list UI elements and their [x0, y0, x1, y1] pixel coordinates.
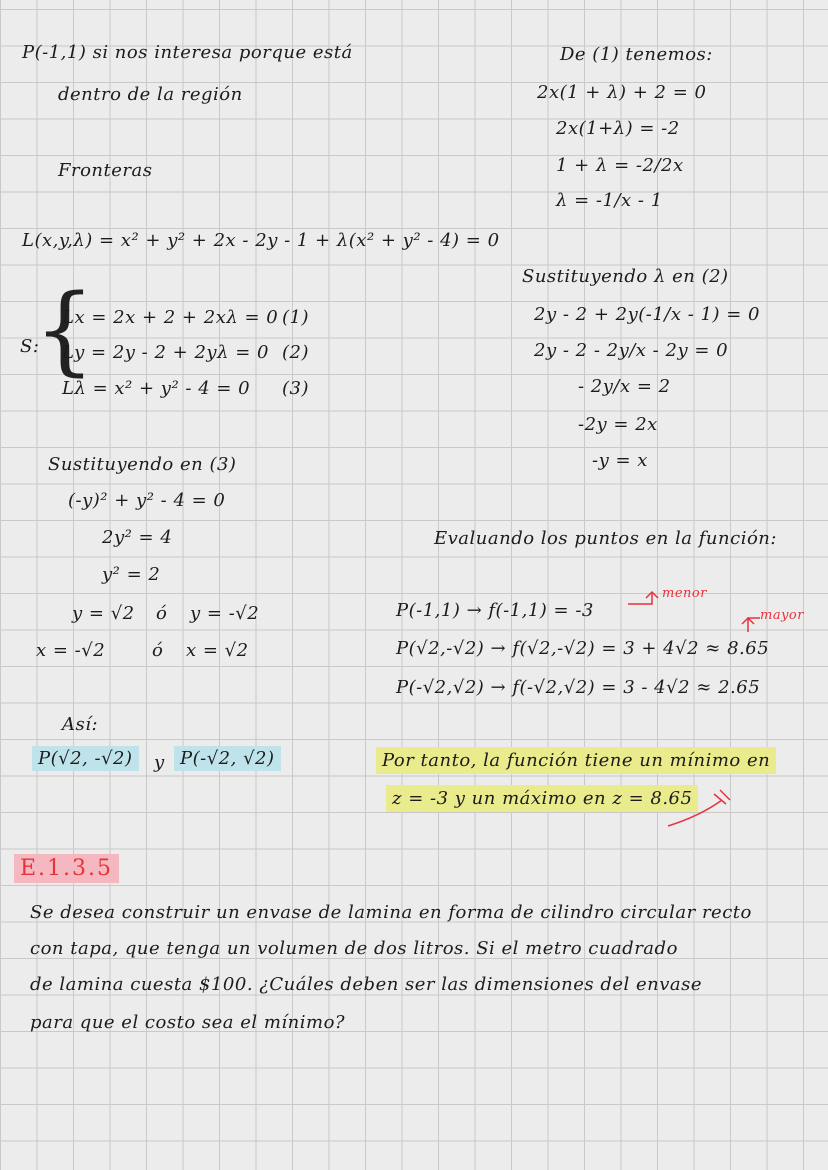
- point-a-highlight: P(√2, -√2): [32, 746, 139, 771]
- exercise-line-3: de lamina cuesta $100. ¿Cuáles deben ser las dimensiones del envase: [30, 974, 703, 995]
- conclusion-highlight-1: Por tanto, la función tiene un mínimo en: [376, 747, 776, 774]
- subst-step-1: (-y)² + y² - 4 = 0: [68, 490, 226, 511]
- step2-line-2: 2y - 2 - 2y/x - 2y = 0: [534, 340, 729, 361]
- y-solution-2: y = -√2: [190, 603, 260, 624]
- system-label: S:: [20, 336, 40, 357]
- eval-heading: Evaluando los puntos en la función:: [434, 528, 777, 549]
- point-b: [174, 748, 281, 769]
- exercise-line-1: Se desea construir un envase de lamina en forma de cilindro circular recto: [30, 902, 752, 923]
- y-solution-1: y = √2: [72, 603, 135, 624]
- step2-line-5: -y = x: [592, 450, 648, 471]
- x-solution-1: x = -√2: [36, 640, 106, 661]
- system-eq-3: Lλ = x² + y² - 4 = 0: [62, 378, 251, 399]
- eval-row-2: P(√2,-√2) → f(√2,-√2) = 3 + 4√2 ≈ 8.65: [396, 638, 770, 659]
- point-b-highlight: P(-√2, √2): [174, 746, 281, 771]
- subst-step-3: y² = 2: [102, 564, 161, 585]
- system-tag-1: (1): [282, 307, 309, 328]
- heading-sustituyendo-lambda: Sustituyendo λ en (2): [522, 266, 729, 287]
- conclusion-highlight-2: z = -3 y un máximo en z = 8.65: [386, 785, 698, 812]
- arrow-menor-icon: [628, 592, 658, 604]
- conclusion-line-1: [376, 750, 776, 771]
- subst-heading-left: Sustituyendo en (3): [48, 454, 237, 475]
- system-tag-2: (2): [282, 342, 309, 363]
- exercise-label: [14, 856, 119, 881]
- exercise-label-highlight: E.1.3.5: [14, 854, 119, 883]
- system-eq-1: Lx = 2x + 2 + 2xλ = 0: [62, 307, 279, 328]
- step1-line-4: λ = -1/x - 1: [556, 190, 663, 211]
- arrow-mayor-icon: [742, 618, 760, 632]
- system-brace: {: [34, 274, 96, 386]
- eval-row-1: P(-1,1) → f(-1,1) = -3: [396, 600, 594, 621]
- system-eq-2: Ly = 2y - 2 + 2yλ = 0: [62, 342, 269, 363]
- exercise-line-2: con tapa, que tenga un volumen de dos litros. Si el metro cuadrado: [30, 938, 678, 959]
- or-word-1: ó: [156, 603, 168, 624]
- note-mayor: mayor: [760, 608, 804, 623]
- step1-line-2: 2x(1+λ) = -2: [556, 118, 680, 139]
- heading-de-1: De (1) tenemos:: [560, 44, 713, 65]
- step2-line-1: 2y - 2 + 2y(-1/x - 1) = 0: [534, 304, 760, 325]
- point-a: [32, 748, 139, 769]
- y-conjunction: y: [154, 752, 165, 773]
- heading-fronteras: Fronteras: [58, 160, 153, 181]
- step2-line-4: -2y = 2x: [578, 414, 658, 435]
- step1-line-1: 2x(1 + λ) + 2 = 0: [537, 82, 707, 103]
- step2-line-3: - 2y/x = 2: [578, 376, 671, 397]
- subst-step-2: 2y² = 4: [102, 527, 173, 548]
- conclusion-line-2: [386, 788, 698, 809]
- note-menor: menor: [662, 586, 707, 601]
- intro-line-2: dentro de la región: [58, 84, 243, 105]
- step1-line-3: 1 + λ = -2/2x: [556, 155, 684, 176]
- lagrangian-equation: L(x,y,λ) = x² + y² + 2x - 2y - 1 + λ(x² + y² - 4) = 0: [22, 230, 500, 251]
- asi-label: Así:: [62, 714, 99, 735]
- x-solution-2: x = √2: [186, 640, 249, 661]
- system-tag-3: (3): [282, 378, 309, 399]
- eval-row-3: P(-√2,√2) → f(-√2,√2) = 3 - 4√2 ≈ 2.65: [396, 677, 761, 698]
- exercise-line-4: para que el costo sea el mínimo?: [30, 1012, 346, 1033]
- intro-line-1: P(-1,1) si nos interesa porque está: [22, 42, 353, 63]
- or-word-2: ó: [152, 640, 164, 661]
